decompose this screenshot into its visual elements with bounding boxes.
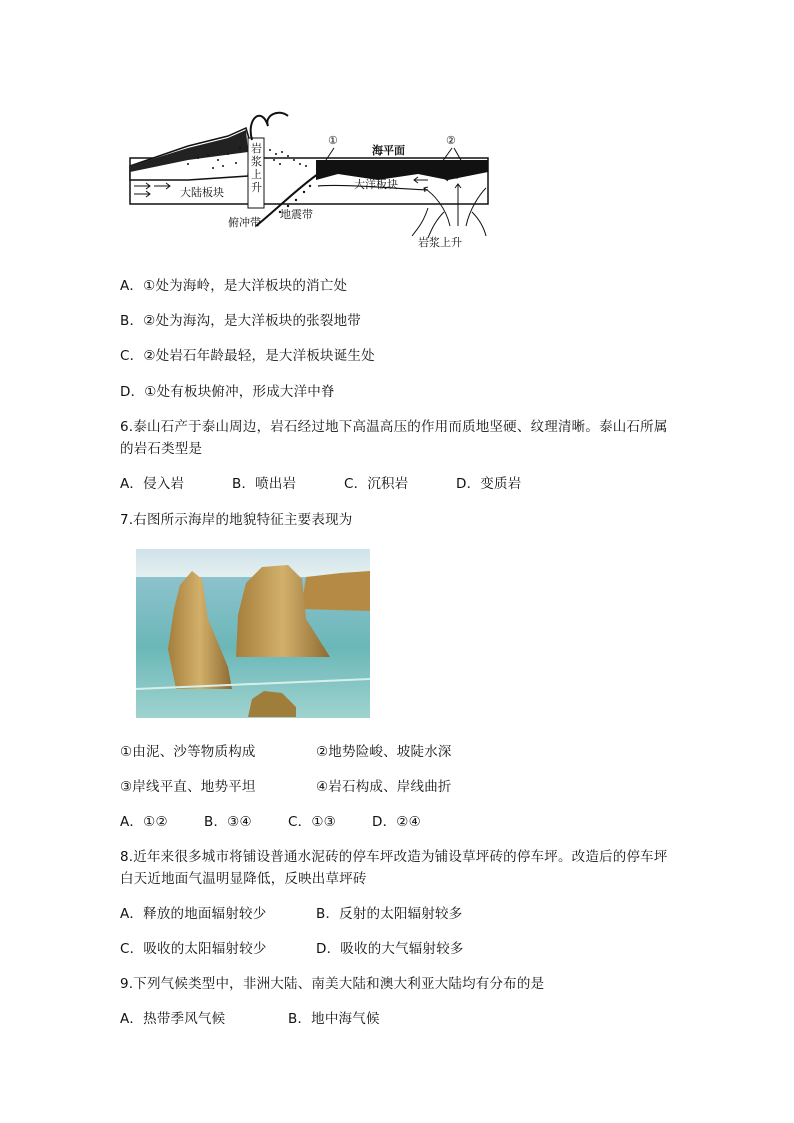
q5-option-b: B．②处为海沟，是大洋板块的张裂地带 xyxy=(120,313,361,329)
q6-option-b: B．喷出岩 xyxy=(232,476,297,492)
q5-option-d: D．①处有板块俯冲，形成大洋中脊 xyxy=(120,384,335,400)
q6-option-a: A．侵入岩 xyxy=(120,476,185,492)
marker2-label: ② xyxy=(446,134,456,147)
q8-option-b: B．反射的太阳辐射较多 xyxy=(316,906,463,922)
magma-rise-right-label: 岩浆上升 xyxy=(418,236,462,249)
marker2-pointer-b xyxy=(454,148,462,162)
q6-option-d: D．变质岩 xyxy=(456,476,522,492)
q7-option-d: D．②④ xyxy=(372,814,421,830)
marker2-pointer-a xyxy=(442,148,452,162)
q7-option-a: A．①② xyxy=(120,814,168,830)
oceanic-plate-label: 大洋板块 xyxy=(354,178,398,191)
subduction-zone-label: 俯冲带 xyxy=(228,216,261,229)
ocean-water-band xyxy=(316,160,488,180)
q7-option-c: C．①③ xyxy=(288,814,336,830)
plate-boundary-diagram xyxy=(128,108,490,252)
q6-stem-line1: 6.泰山石产于泰山周边，岩石经过地下高温高压的作用而质地坚硬、纹理清晰。泰山石所属 xyxy=(120,419,668,435)
q7-statement-2: ②地势险峻、坡陡水深 xyxy=(316,744,452,760)
headland-cliff xyxy=(301,571,370,611)
coastal-sea-stacks-photo xyxy=(136,549,370,718)
marker1-label: ① xyxy=(328,134,338,147)
q7-stem: 7.右图所示海岸的地貌特征主要表现为 xyxy=(120,512,353,528)
q5-option-a: A．①处为海岭，是大洋板块的消亡处 xyxy=(120,278,348,294)
volcano-plume xyxy=(251,113,288,140)
q9-option-b: B．地中海气候 xyxy=(288,1011,380,1027)
mantle-flow-arrows-right xyxy=(412,184,486,238)
q6-stem-line2: 的岩石类型是 xyxy=(120,441,203,457)
q9-option-a: A．热带季风气候 xyxy=(120,1011,226,1027)
q8-option-a: A．释放的地面辐射较少 xyxy=(120,906,267,922)
q7-statement-3: ③岸线平直、地势平坦 xyxy=(120,779,256,795)
q7-statement-4: ④岩石构成、岸线曲折 xyxy=(316,779,452,795)
earthquake-zone-label: 地震带 xyxy=(280,208,313,221)
q9-stem: 9.下列气候类型中，非洲大陆、南美大陆和澳大利亚大陆均有分布的是 xyxy=(120,976,545,992)
sea-level-label: 海平面 xyxy=(372,144,405,157)
magma-rise-left-label: 岩浆上升 xyxy=(251,142,262,194)
q6-option-c: C．沉积岩 xyxy=(344,476,409,492)
q7-option-b: B．③④ xyxy=(204,814,252,830)
mantle-flow-arrows-left xyxy=(134,183,170,197)
q5-option-c: C．②处岩石年龄最轻，是大洋板块诞生处 xyxy=(120,348,375,364)
q8-option-d: D．吸收的大气辐射较多 xyxy=(316,941,464,957)
continental-plate-label: 大陆板块 xyxy=(180,186,224,199)
q8-stem-line1: 8.近年来很多城市将铺设普通水泥砖的停车坪改造为铺设草坪砖的停车坪。改造后的停车坪 xyxy=(120,849,668,865)
q8-stem-line2: 白天近地面气温明显降低，反映出草坪砖 xyxy=(120,871,367,887)
q8-option-c: C．吸收的太阳辐射较少 xyxy=(120,941,267,957)
q7-statement-1: ①由泥、沙等物质构成 xyxy=(120,744,256,760)
